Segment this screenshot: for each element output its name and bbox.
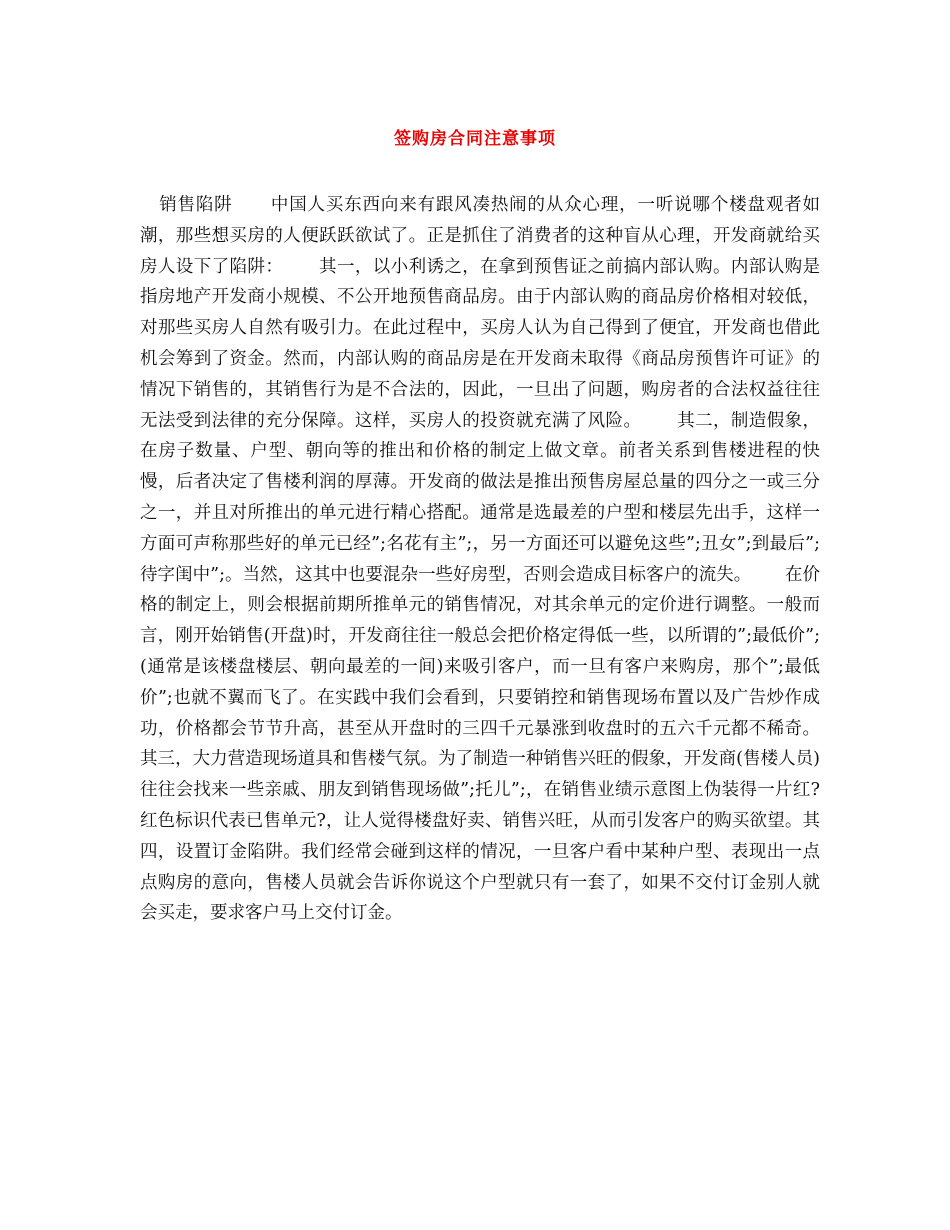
document-title: 签购房合同注意事项: [394, 129, 556, 149]
document-body-paragraph: 销售陷阱 中国人买东西向来有跟风凑热闹的从众心理，一听说哪个楼盘观者如潮，那些想买房的人便跃跃欲试了。正是抓住了消费者的这种盲从心理，开发商就给买房人设下了陷阱： 其一，以小利诱之，在拿到预售证之前搞内部认购。内部认购是指房地产开发商小规模、不公开地预售商品房。由于内部认购的商品房价格相对较低，对那些买房人自然有吸引力。在此过程中，买房人认为自己得到了便宜，开发商也借此机会筹到了资金。然而，内部认购的商品房是在开发商未取得《商品房预售许可证》的情况下销售的，其销售行为是不合法的，因此，一旦出了问题，购房者的合法权益往往无法受到法律的充分保障。这样，买房人的投资就充满了风险。 其二，制造假象，在房子数量、户型、朝向等的推出和价格的制定上做文章。前者关系到售楼进程的快慢，后者决定了售楼利润的厚薄。开发商的做法是推出预售房屋总量的四分之一或三分之一，并且对所推出的单元进行精心搭配。通常是选最差的户型和楼层先出手，这样一方面可声称那些好的单元已经”;名花有主”;，另一方面还可以避免这些”;丑女”;到最后”;待字闺中”;。当然，这其中也要混杂一些好房型，否则会造成目标客户的流失。 在价格的制定上，则会根据前期所推单元的销售情况，对其余单元的定价进行调整。一般而言，刚开始销售(开盘)时，开发商往往一般总会把价格定得低一些，以所谓的”;最低价”;(通常是该楼盘楼层、朝向最差的一间)来吸引客户，而一旦有客户来购房，那个”;最低价”;也就不翼而飞了。在实践中我们会看到，只要销控和销售现场布置以及广告炒作成功，价格都会节节升高，甚至从开盘时的三四千元暴涨到收盘时的五六千元都不稀奇。 其三，大力营造现场道具和售楼气氛。为了制造一种销售兴旺的假象，开发商(售楼人员)往往会找来一些亲戚、朋友到销售现场做”;托儿”;，在销售业绩示意图上伪装得一片红?红色标识代表已售单元?，让人觉得楼盘好卖、销售兴旺，从而引发客户的购买欲望。其四，设置订金陷阱。我们经常会碰到这样的情况，一旦客户看中某种户型、表现出一点点购房的意向，售楼人员就会告诉你说这个户型就只有一套了，如果不交付订金别人就会买走，要求客户马上交付订金。: [140, 195, 854, 924]
